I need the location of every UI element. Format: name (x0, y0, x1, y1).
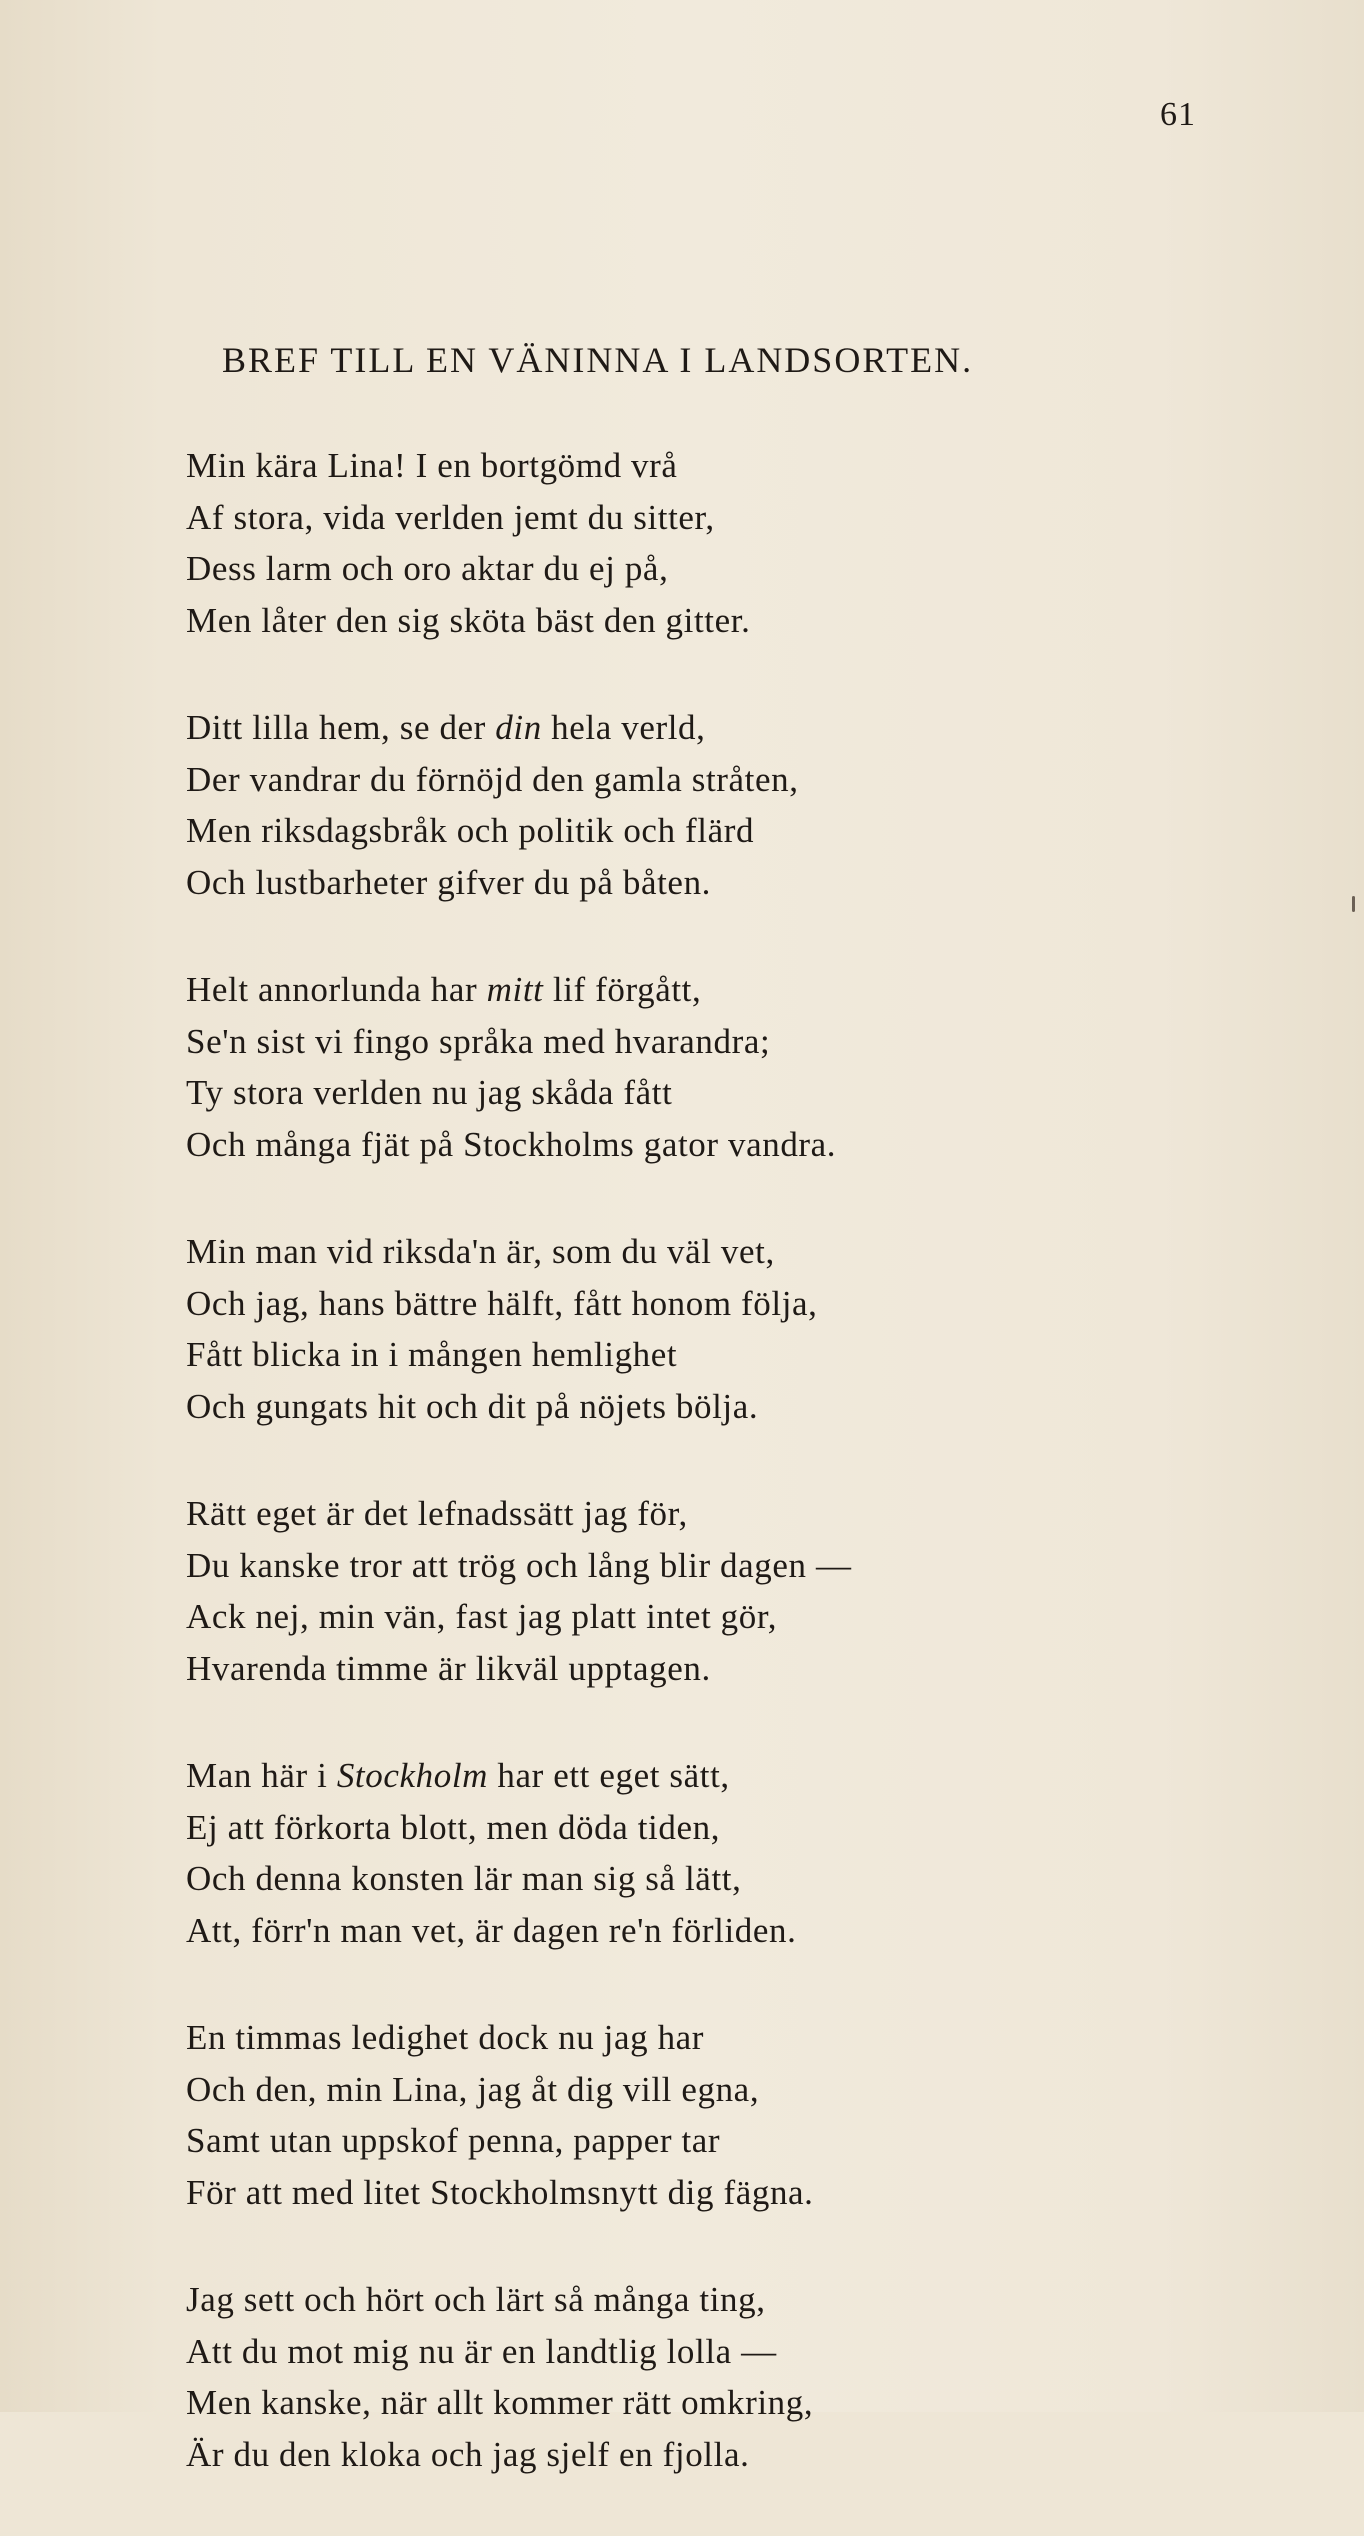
poem-line (186, 702, 1246, 754)
poem-line (186, 754, 1246, 806)
poem-line (186, 857, 1246, 909)
line-text: En timmas ledighet dock nu jag har (186, 2018, 705, 2057)
line-text: Att, förr'n man vet, är dagen re'n förliden. (186, 1910, 797, 1950)
line-text: Der vandrar du förnöjd den gamla stråten, (186, 759, 799, 799)
line-text: lif förgått, (543, 970, 702, 1009)
line-text: Och lustbarheter gifver du på båten. (186, 862, 712, 902)
line-text: Af stora, vida verlden jemt du sitter, (186, 497, 715, 537)
line-text: Ack nej, min vän, fast jag platt intet gör, (186, 1597, 778, 1636)
line-text: Ditt lilla hem, se der (186, 708, 496, 747)
line-text: Men kanske, när allt kommer rätt omkring, (186, 2383, 814, 2422)
line-text: Men låter den sig sköta bäst den gitter. (186, 600, 751, 640)
stanza (186, 440, 1246, 646)
poem-line (186, 1016, 1246, 1068)
emphasized-word: din (495, 708, 542, 747)
poem-line (186, 1278, 1246, 1330)
line-text: Se'n sist vi fingo språka med hvarandra; (186, 1021, 771, 1061)
poem-line (186, 2167, 1246, 2219)
poem-line (186, 2115, 1246, 2167)
line-text: har ett eget sätt, (488, 1756, 730, 1795)
line-text: Min kära Lina! I en bortgömd vrå (186, 446, 678, 485)
emphasized-word: mitt (486, 970, 544, 1009)
stanza (186, 1226, 1246, 1432)
line-text: Men riksdagsbråk och politik och flärd (186, 811, 755, 850)
poem-line (186, 1381, 1246, 1433)
poem-line (186, 2326, 1246, 2378)
line-text: Hvarenda timme är likväl upptagen. (186, 1648, 711, 1688)
line-text: Samt utan uppskof penna, papper tar (186, 2121, 721, 2160)
poem-line (186, 1905, 1246, 1957)
poem-body (186, 440, 1246, 2536)
poem-line (186, 2274, 1246, 2326)
line-text: Ej att förkorta blott, men döda tiden, (186, 1807, 721, 1847)
poem-line (186, 964, 1246, 1016)
poem-line (186, 1540, 1246, 1592)
line-text: Att du mot mig nu är en landtlig lolla — (186, 2331, 777, 2371)
poem-line (186, 1802, 1246, 1854)
line-text: För att med litet Stockholmsnytt dig fägna. (186, 2172, 814, 2212)
poem-line (186, 2012, 1246, 2064)
poem-line (186, 1591, 1246, 1643)
line-text: Du kanske tror att trög och lång blir dagen — (186, 1545, 852, 1585)
poem-line (186, 1853, 1246, 1905)
poem-line (186, 805, 1246, 857)
stanza (186, 2012, 1246, 2218)
stanza (186, 1488, 1246, 1694)
poem-line (186, 1643, 1246, 1695)
line-text: Fått blicka in i mången hemlighet (186, 1335, 678, 1374)
line-text: Dess larm och oro aktar du ej på, (186, 549, 669, 588)
line-text: Rätt eget är det lefnadssätt jag för, (186, 1494, 688, 1533)
poem-line (186, 1750, 1246, 1802)
poem-title: BREF TILL EN VÄNINNA I LANDSORTEN. (222, 340, 974, 380)
poem-line (186, 595, 1246, 647)
line-text: Helt annorlunda har (186, 970, 487, 1009)
poem-line (186, 1488, 1246, 1540)
line-text: hela verld, (541, 708, 706, 747)
page-number: 61 (1160, 96, 1196, 133)
stanza (186, 1750, 1246, 1956)
poem-line (186, 2064, 1246, 2116)
stanza (186, 2274, 1246, 2480)
line-text: Min man vid riksda'n är, som du väl vet, (186, 1232, 775, 1271)
line-text: Och jag, hans bättre hälft, fått honom följa, (186, 1283, 818, 1323)
line-text: Jag sett och hört och lärt så många ting, (186, 2280, 766, 2319)
stanza (186, 964, 1246, 1170)
stanza (186, 702, 1246, 908)
line-text: Och gungats hit och dit på nöjets bölja. (186, 1386, 759, 1426)
line-text: Och många fjät på Stockholms gator vandra. (186, 1124, 837, 1164)
poem-line (186, 2377, 1246, 2429)
line-text: Och den, min Lina, jag åt dig vill egna, (186, 2069, 760, 2109)
poem-line (186, 492, 1246, 544)
poem-line (186, 1329, 1246, 1381)
emphasized-word: Stockholm (336, 1756, 489, 1795)
paper-speck (1352, 896, 1355, 912)
poem-line (186, 2429, 1246, 2481)
line-text: Och denna konsten lär man sig så lätt, (186, 1859, 742, 1898)
poem-line (186, 1119, 1246, 1171)
poem-line (186, 543, 1246, 595)
poem-line (186, 1226, 1246, 1278)
line-text: Ty stora verlden nu jag skåda fått (186, 1073, 673, 1112)
line-text: Är du den kloka och jag sjelf en fjolla. (186, 2434, 750, 2474)
poem-line (186, 440, 1246, 492)
line-text: Man här i (186, 1756, 337, 1795)
poem-line (186, 1067, 1246, 1119)
